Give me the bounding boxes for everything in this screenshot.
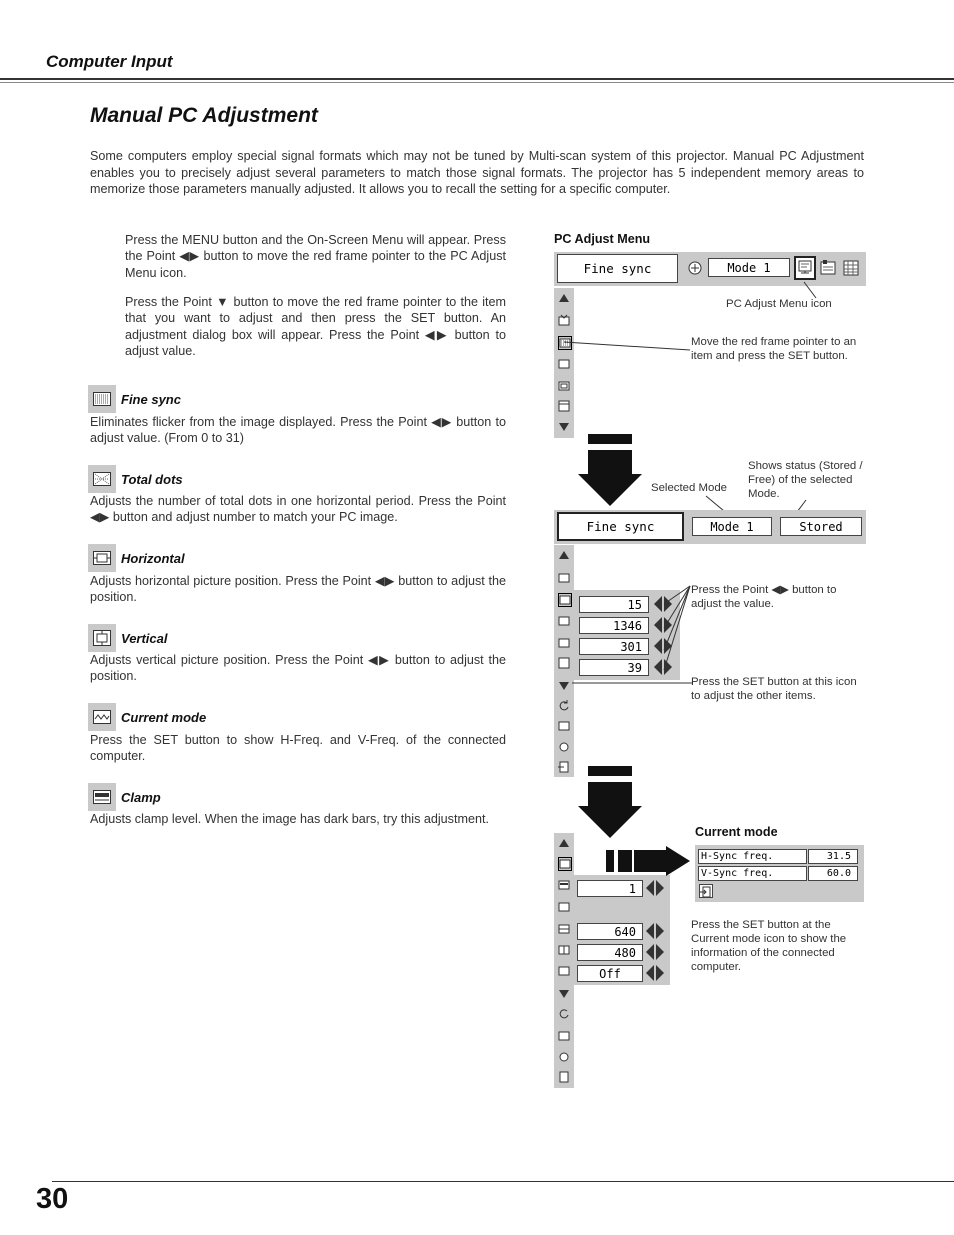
value-field-vertical[interactable]: 39	[579, 659, 649, 676]
menu1-image-icon[interactable]	[686, 259, 704, 277]
item-desc-fine-sync: Eliminates flicker from the image displayed. Press the Point ◀▶ button to adjust value. (From 0 to 31)	[90, 415, 506, 446]
page-heading: Manual PC Adjustment	[90, 104, 318, 127]
step-1-text: Press the MENU button and the On-Screen Menu will appear. Press the Point ◀▶ button to move the red frame pointer to the PC Adjust Menu icon.	[125, 233, 506, 280]
v-sync-label: V-Sync freq.	[698, 866, 807, 881]
up-arrow-icon[interactable]	[558, 837, 570, 849]
mode-free-icon[interactable]	[558, 1051, 570, 1063]
horizontal-icon[interactable]	[558, 380, 570, 392]
menu1-item-field[interactable]: Fine sync	[557, 254, 678, 283]
anno-status: Shows status (Stored / Free) of the selected Mode.	[748, 460, 863, 500]
current-mode-icon[interactable]	[558, 857, 572, 871]
reset-icon[interactable]	[558, 699, 570, 711]
item-desc-total-dots: Adjusts the number of total dots in one horizontal period. Press the Point ◀▶ button and adjust number to match your PC image.	[90, 494, 506, 525]
anno-move-pointer: Move the red frame pointer to an item and press the SET button.	[691, 336, 857, 362]
up-arrow-icon[interactable]	[558, 549, 570, 561]
display-area-h-icon[interactable]	[558, 923, 570, 935]
down-arrow-icon[interactable]	[558, 420, 570, 432]
section-title: Computer Input	[46, 52, 173, 71]
pc-adjust-menu-icon[interactable]	[794, 256, 816, 280]
clamp-icon[interactable]	[558, 879, 570, 891]
item-desc-vertical: Adjusts vertical picture position. Press the Point ◀▶ button to adjust the position.	[90, 653, 506, 684]
item-title-vertical: Vertical	[121, 631, 168, 646]
value-field-clamp[interactable]: 1	[577, 880, 643, 897]
adjust-arrows-icon[interactable]	[645, 943, 665, 961]
screen-icon[interactable]	[820, 259, 836, 277]
reset-icon[interactable]	[558, 1007, 570, 1019]
item-title-current-mode: Current mode	[121, 710, 207, 725]
value-field-total-dots[interactable]: 1346	[579, 617, 649, 634]
down-arrow-graphic-2	[578, 766, 642, 838]
header-rule	[0, 78, 954, 80]
header-rule-thin	[0, 82, 954, 83]
quit-icon[interactable]	[699, 884, 713, 898]
value-field-horizontal[interactable]: 301	[579, 638, 649, 655]
item-title-total-dots: Total dots	[121, 472, 183, 487]
h-sync-label: H-Sync freq.	[698, 849, 807, 864]
adjust-arrows-icon[interactable]	[645, 879, 665, 897]
anno-pc-adjust-icon: PC Adjust Menu icon	[726, 298, 832, 310]
full-screen-icon[interactable]	[558, 965, 570, 977]
right-arrow-graphic	[606, 846, 690, 876]
current-mode-title: Current mode	[695, 825, 778, 839]
menu3-side-bar	[554, 833, 574, 1088]
anno-current-mode: Press the SET button at the Current mode icon to show the information of the connected computer.	[691, 919, 847, 973]
v-sync-value: 60.0	[808, 866, 858, 881]
h-sync-value: 31.5	[808, 849, 858, 864]
quit-icon[interactable]	[558, 761, 570, 773]
footer-rule	[52, 1181, 954, 1182]
quit-icon[interactable]	[558, 1071, 570, 1083]
mode-free-icon[interactable]	[558, 741, 570, 753]
value-field-full-screen[interactable]: Off	[577, 965, 643, 982]
down-arrow-icon[interactable]	[558, 987, 570, 999]
menu1-mode-field[interactable]: Mode 1	[708, 258, 790, 277]
fine-sync-icon	[88, 385, 116, 413]
store-icon[interactable]	[558, 719, 570, 731]
current-mode-icon	[88, 703, 116, 731]
intro-paragraph: Some computers employ special signal formats which may not be tuned by Multi-scan system of this projector. Manual PC Adjustment enables you to precisely adjust several parameters to match those signal formats. The projector has 5 independent memory areas to memorize those parameters manually adjusted. It allows you to recall the setting for a specific computer.	[90, 149, 864, 197]
display-area-icon[interactable]	[558, 901, 570, 913]
item-title-clamp: Clamp	[121, 790, 161, 805]
item-title-horizontal: Horizontal	[121, 551, 185, 566]
menu2-status-field[interactable]: Stored	[780, 517, 862, 536]
clamp-icon	[88, 783, 116, 811]
item-desc-current-mode: Press the SET button to show H-Freq. and V-Freq. of the connected computer.	[90, 733, 506, 764]
step-2-text: Press the Point ▼ button to move the red frame pointer to the item that you want to adjust and then press the SET button. An adjustment dialog box will appear. Press the Point ◀▶ button to adjust value.	[125, 295, 506, 359]
item-desc-clamp: Adjusts clamp level. When the image has dark bars, try this adjustment.	[90, 812, 489, 826]
menu2-mode-field[interactable]: Mode 1	[692, 517, 772, 536]
item-title-fine-sync: Fine sync	[121, 392, 181, 407]
total-dots-icon[interactable]	[558, 358, 570, 370]
vertical-icon	[88, 624, 116, 652]
down-arrow-graphic-1	[578, 434, 642, 506]
anno-point-button: Press the Point ◀▶ button to adjust the value.	[691, 584, 837, 610]
adjust-arrows-icon[interactable]	[645, 922, 665, 940]
menu2-leader-lines	[560, 580, 695, 690]
value-field-fine-sync[interactable]: 15	[579, 596, 649, 613]
vertical-icon[interactable]	[558, 400, 570, 412]
setting-icon[interactable]	[842, 259, 860, 277]
value-field-h-area[interactable]: 640	[577, 923, 643, 940]
total-dots-icon	[88, 465, 116, 493]
value-field-v-area[interactable]: 480	[577, 944, 643, 961]
anno-set-button: Press the SET button at this icon to adjust the other items.	[691, 676, 857, 702]
horizontal-icon	[88, 544, 116, 572]
adjust-arrows-icon[interactable]	[645, 964, 665, 982]
pc-adjust-menu-title: PC Adjust Menu	[554, 232, 651, 246]
menu2-item-field[interactable]: Fine sync	[557, 512, 684, 541]
anno-selected-mode: Selected Mode	[651, 482, 727, 494]
store-icon[interactable]	[558, 1029, 570, 1041]
display-area-v-icon[interactable]	[558, 944, 570, 956]
item-desc-horizontal: Adjusts horizontal picture position. Press the Point ◀▶ button to adjust the position.	[90, 574, 506, 605]
page-number: 30	[36, 1183, 69, 1215]
